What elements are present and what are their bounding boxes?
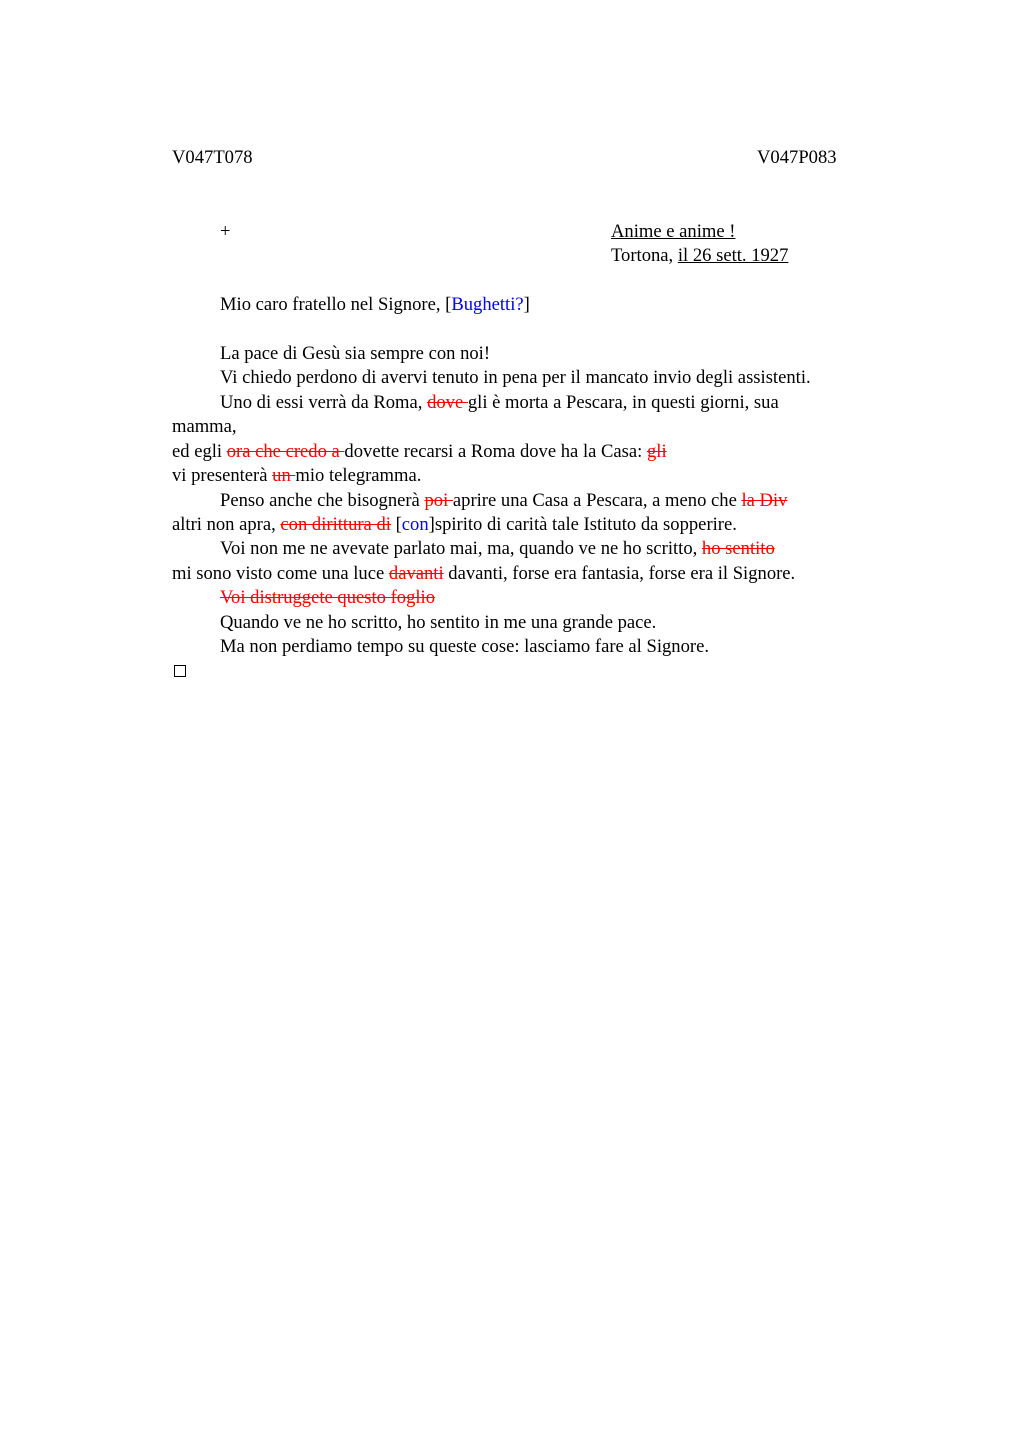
deleted-text: davanti	[388, 563, 444, 584]
document-code-left: V047T078	[172, 147, 253, 168]
text-segment: aprire una Casa a Pescara, a meno che	[452, 490, 742, 511]
deleted-text: gli	[646, 441, 667, 462]
text-segment: [	[390, 514, 402, 535]
text-segment: davanti, forse era fantasia, forse era il Signore.	[443, 563, 796, 584]
text-segment: mi sono visto come una luce	[172, 563, 389, 584]
line-12: Quando ve ne ho scritto, ho sentito in me una grande pace.	[220, 612, 657, 633]
text-segment: Voi non me ne avevate parlato mai, ma, quando ve ne ho scritto,	[220, 538, 702, 559]
text-segment: vi presenterà	[172, 465, 273, 486]
end-box-icon	[174, 665, 186, 677]
text-segment: mio telegramma.	[295, 465, 422, 486]
deleted-text: la Div	[741, 490, 788, 511]
text-segment: Penso anche che bisognerà	[220, 490, 425, 511]
text-segment: Uno di essi verrà da Roma,	[220, 392, 428, 413]
salutation-text: Mio caro fratello nel Signore, [	[220, 294, 452, 315]
inserted-text: con	[401, 514, 429, 535]
place-date	[611, 244, 788, 268]
letter-title: Anime e anime !	[611, 221, 736, 242]
line-4: mamma,	[172, 416, 237, 437]
line-7	[220, 489, 787, 513]
line-11: Voi distruggete questo foglio	[220, 587, 436, 608]
deleted-text: un	[272, 465, 296, 486]
line-5	[172, 440, 667, 464]
line-6	[172, 464, 421, 488]
salutation	[220, 293, 530, 317]
line-8	[172, 513, 737, 537]
line-1: La pace di Gesù sia sempre con noi!	[220, 343, 491, 364]
deleted-text: poi	[424, 490, 453, 511]
text-segment: ed egli	[172, 441, 227, 462]
cross-mark: +	[220, 221, 231, 242]
place: Tortona,	[611, 245, 678, 266]
deleted-text: ora che credo a	[226, 441, 345, 462]
editor-note: Bughetti?	[451, 294, 524, 315]
document-code-right: V047P083	[757, 147, 837, 168]
salutation-close: ]	[523, 294, 530, 315]
text-segment: altri non apra,	[172, 514, 281, 535]
line-2: Vi chiedo perdono di avervi tenuto in pena per il mancato invio degli assistenti.	[220, 367, 811, 388]
deleted-text: con dirittura di	[280, 514, 391, 535]
line-10	[172, 562, 795, 586]
date: il 26 sett. 1927	[677, 245, 789, 266]
deleted-text: dove	[427, 392, 468, 413]
text-segment: gli è morta a Pescara, in questi giorni, sua	[467, 392, 779, 413]
line-9	[220, 537, 775, 561]
text-segment: ]spirito di carità tale Istituto da sopperire.	[428, 514, 737, 535]
deleted-text: ho sentito	[701, 538, 775, 559]
line-3	[220, 391, 779, 415]
text-segment: dovette recarsi a Roma dove ha la Casa:	[344, 441, 647, 462]
line-13: Ma non perdiamo tempo su queste cose: lasciamo fare al Signore.	[220, 636, 709, 657]
